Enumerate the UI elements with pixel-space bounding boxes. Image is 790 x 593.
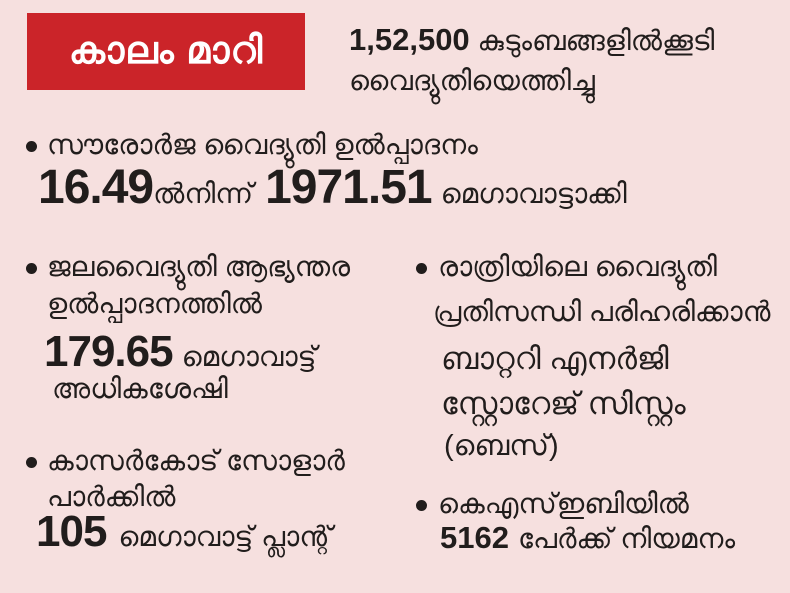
kseb-suffix: പേർക്ക് നിയമനം bbox=[517, 523, 736, 554]
title-box bbox=[27, 13, 305, 90]
bullet-dot-icon bbox=[416, 263, 427, 274]
bullet-dot-icon bbox=[26, 457, 37, 468]
headline bbox=[349, 20, 779, 101]
kseb-line1: കെഎസ്ഇബിയിൽ bbox=[438, 488, 689, 519]
page-title: കാലം മാറി bbox=[68, 30, 264, 72]
solar-from-suffix: ൽനിന്ന് bbox=[153, 178, 254, 209]
kseb-value: 5162 bbox=[440, 520, 509, 555]
bullet-dot-icon bbox=[26, 141, 37, 152]
bess-line5: (ബെസ്) bbox=[444, 430, 559, 462]
solar-from-value: 16.49 bbox=[38, 161, 154, 214]
solar-to-suffix: മെഗാവാട്ടാക്കി bbox=[440, 178, 627, 209]
bess-line3: ബാറ്ററി എനർജി bbox=[441, 341, 669, 376]
bess-line4: സ്റ്റോറേജ് സിസ്റ്റം bbox=[441, 386, 686, 421]
headline-number: 1,52,500 bbox=[349, 22, 470, 57]
solar-values-line bbox=[38, 161, 627, 215]
hydro-line2: ഉൽപ്പാദനത്തിൽ bbox=[47, 288, 262, 319]
kasaragod-value: 105 bbox=[36, 507, 107, 556]
kasaragod-line1: കാസർകോട് സോളാർ bbox=[47, 445, 345, 476]
kasaragod-line2: പാർക്കിൽ bbox=[47, 481, 176, 512]
bullet-dot-icon bbox=[416, 500, 427, 511]
bess-line1: രാത്രിയിലെ വൈദ്യുതി bbox=[438, 251, 717, 282]
hydro-value-line bbox=[44, 327, 316, 376]
hydro-line1: ജലവൈദ്യുതി ആഭ്യന്തര bbox=[47, 251, 351, 282]
bess-line2: പ്രതിസന്ധി പരിഹരിക്കാൻ bbox=[433, 296, 771, 327]
kasaragod-unit: മെഗാവാട്ട് പ്ലാന്റ് bbox=[118, 521, 333, 552]
hydro-unit: മെഗാവാട്ട് bbox=[181, 341, 317, 372]
hydro-line4: അധികശേഷി bbox=[52, 373, 228, 404]
headline-text: കുടുംബങ്ങളിൽക്കൂടി bbox=[477, 25, 715, 56]
solar-intro: സൗരോർജ വൈദ്യുതി ഉൽപ്പാദനം bbox=[47, 129, 478, 160]
kseb-value-line bbox=[440, 521, 735, 556]
hydro-value: 179.65 bbox=[44, 327, 173, 376]
kasaragod-value-line bbox=[36, 507, 332, 556]
bullet-dot-icon bbox=[26, 263, 37, 274]
solar-to-value: 1971.51 bbox=[265, 161, 432, 214]
headline-line2: വൈദ്യുതിയെത്തിച്ചു bbox=[349, 65, 595, 96]
